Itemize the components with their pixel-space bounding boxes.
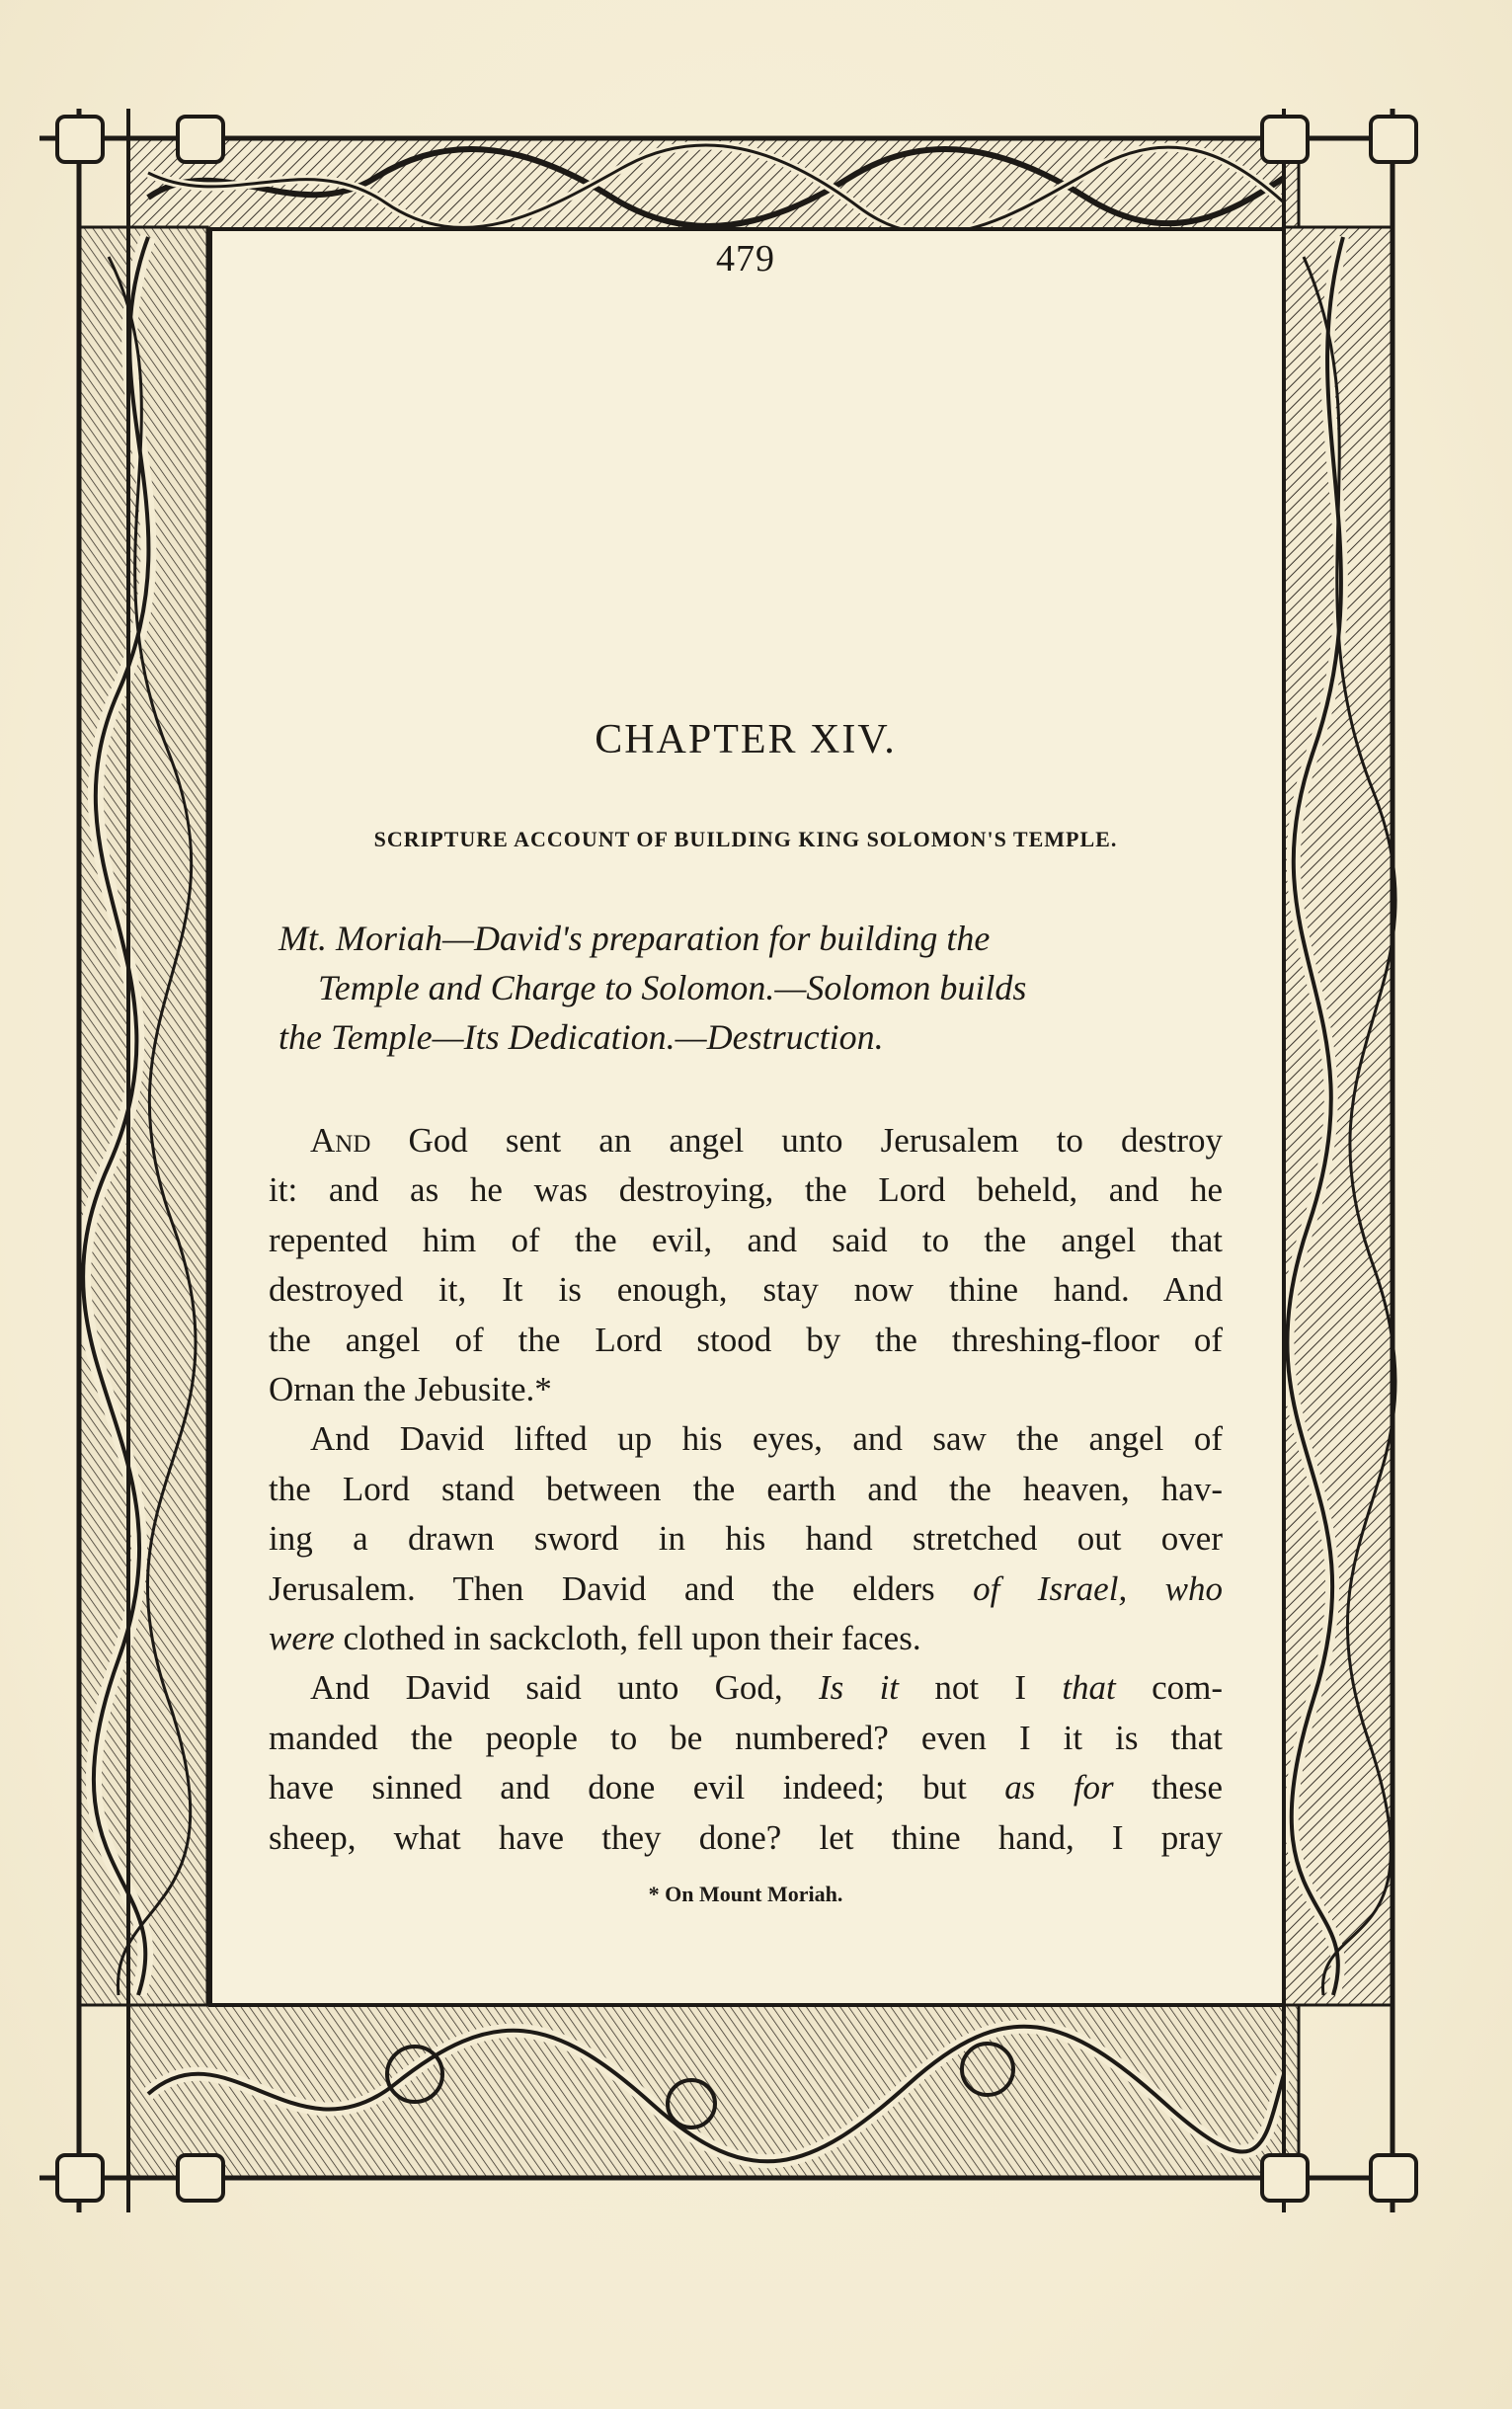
italic-text: of Israel, who xyxy=(973,1568,1223,1608)
chapter-title: CHAPTER XIV. xyxy=(595,717,897,763)
text-line: Ornan the Jebusite.* xyxy=(269,1370,552,1409)
synopsis-line: Mt. Moriah—David's preparation for building the xyxy=(279,919,991,958)
right-border-band xyxy=(1284,227,1395,2005)
text-line: destroyed it, It is enough, stay now thine hand. And xyxy=(269,1270,1223,1310)
chapter-subtitle: SCRIPTURE ACCOUNT OF BUILDING KING SOLOMON'S TEMPLE. xyxy=(373,827,1118,851)
body-text xyxy=(269,1116,1223,1863)
text-line: Jerusalem. Then David and the elders of Israel, who xyxy=(269,1568,1223,1608)
italic-text: Is it xyxy=(818,1668,900,1708)
page-number: 479 xyxy=(716,238,775,280)
text-line: And David lifted up his eyes, and saw the angel of xyxy=(310,1419,1223,1459)
chapter-synopsis xyxy=(279,914,1227,1062)
text-line: manded the people to be numbered? even I it is that xyxy=(269,1718,1223,1757)
text-line: And David said unto God, Is it not I that com- xyxy=(310,1668,1223,1708)
synopsis-line: Temple and Charge to Solomon.—Solomon builds xyxy=(318,968,1027,1007)
text-line: the angel of the Lord stood by the threshing-floor of xyxy=(269,1320,1223,1359)
italic-text: were xyxy=(269,1619,335,1658)
text-line: repented him of the evil, and said to the angel that xyxy=(269,1220,1223,1259)
page-content xyxy=(269,222,1223,1941)
text-line: ing a drawn sword in his hand stretched out over xyxy=(269,1519,1223,1559)
small-caps-lead: And xyxy=(310,1121,371,1160)
text-line: And God sent an angel unto Jerusalem to destroy xyxy=(310,1121,1223,1160)
synopsis-line: the Temple—Its Dedication.—Destruction. xyxy=(279,1017,884,1057)
text-line: have sinned and done evil indeed; but as for these xyxy=(269,1768,1224,1807)
text-line: the Lord stand between the earth and the heaven, hav- xyxy=(269,1469,1223,1508)
text-line: it: and as he was destroying, the Lord beheld, and he xyxy=(269,1170,1223,1210)
italic-text: that xyxy=(1062,1668,1116,1708)
text-line: sheep, what have they done? let thine hand, I pray xyxy=(269,1817,1223,1857)
left-border-band xyxy=(79,227,207,2005)
italic-text: as for xyxy=(1004,1768,1114,1807)
footnote: * On Mount Moriah. xyxy=(648,1882,843,1906)
bottom-border-band xyxy=(128,2005,1299,2178)
text-line: were clothed in sackcloth, fell upon their faces. xyxy=(269,1619,921,1658)
top-border-band xyxy=(128,138,1299,233)
